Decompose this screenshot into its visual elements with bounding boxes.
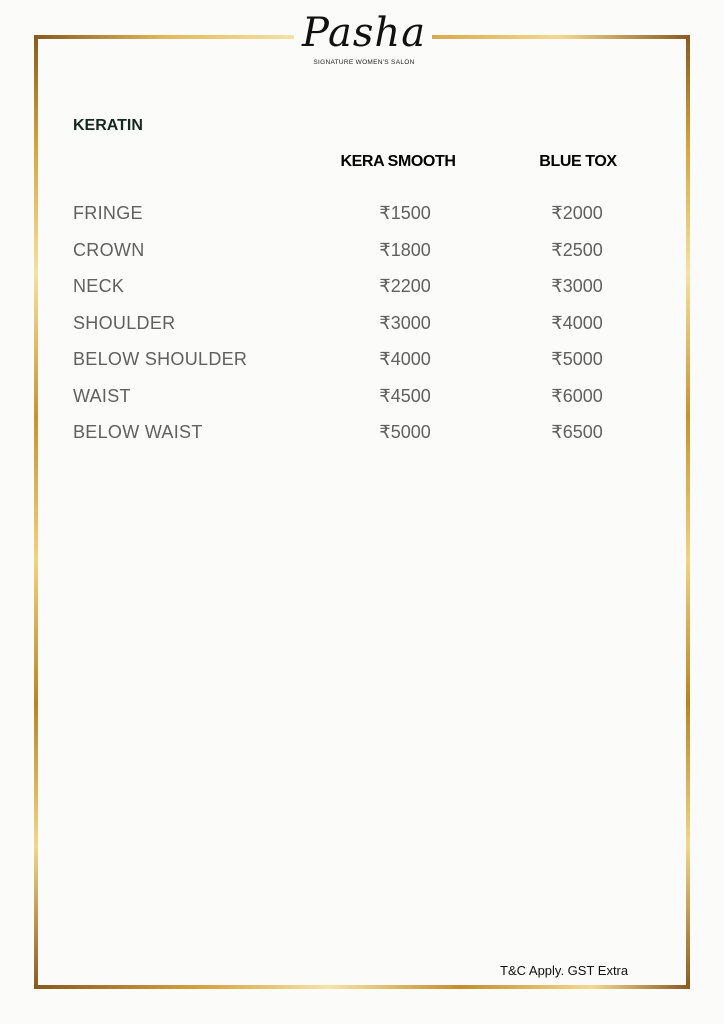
row-label: SHOULDER [73,312,176,333]
price-row [73,309,633,346]
kera-smooth-price: ₹2200 [379,276,431,296]
blue-tox-price: ₹6000 [551,385,603,406]
column-header-kera-smooth: KERA SMOOTH [340,153,456,170]
row-label: CROWN [73,239,145,260]
kera-smooth-price: ₹4000 [379,349,431,369]
kera-smooth-price: ₹5000 [379,422,431,442]
blue-tox-price: ₹2000 [551,203,603,223]
kera-smooth-price: ₹1500 [379,203,431,223]
section-title: KERATIN [73,117,143,134]
brand-logo [296,8,432,66]
gold-border-frame [34,35,690,989]
brand-name: Pasha [301,10,427,56]
row-label: WAIST [73,385,131,406]
row-label: NECK [73,276,125,296]
blue-tox-price: ₹2500 [551,239,603,260]
price-list [73,199,633,455]
price-row [73,382,633,419]
row-label: FRINGE [73,203,143,223]
gold-border-bottom [34,985,690,989]
blue-tox-price: ₹6500 [551,422,603,442]
kera-smooth-price: ₹4500 [379,385,431,406]
column-header-blue-tox: BLUE TOX [539,153,617,170]
price-row [73,272,633,309]
terms-note: T&C Apply. GST Extra [500,963,629,978]
price-row [73,345,633,382]
row-label: BELOW SHOULDER [73,349,248,369]
price-row [73,199,633,236]
blue-tox-price: ₹5000 [551,349,603,369]
price-row [73,236,633,273]
brand-tagline: SIGNATURE WOMEN'S SALON [313,59,415,66]
blue-tox-price: ₹3000 [551,276,603,296]
price-row [73,418,633,455]
kera-smooth-price: ₹1800 [379,239,431,260]
row-label: BELOW WAIST [73,422,203,442]
blue-tox-price: ₹4000 [551,312,603,333]
kera-smooth-price: ₹3000 [379,312,431,333]
